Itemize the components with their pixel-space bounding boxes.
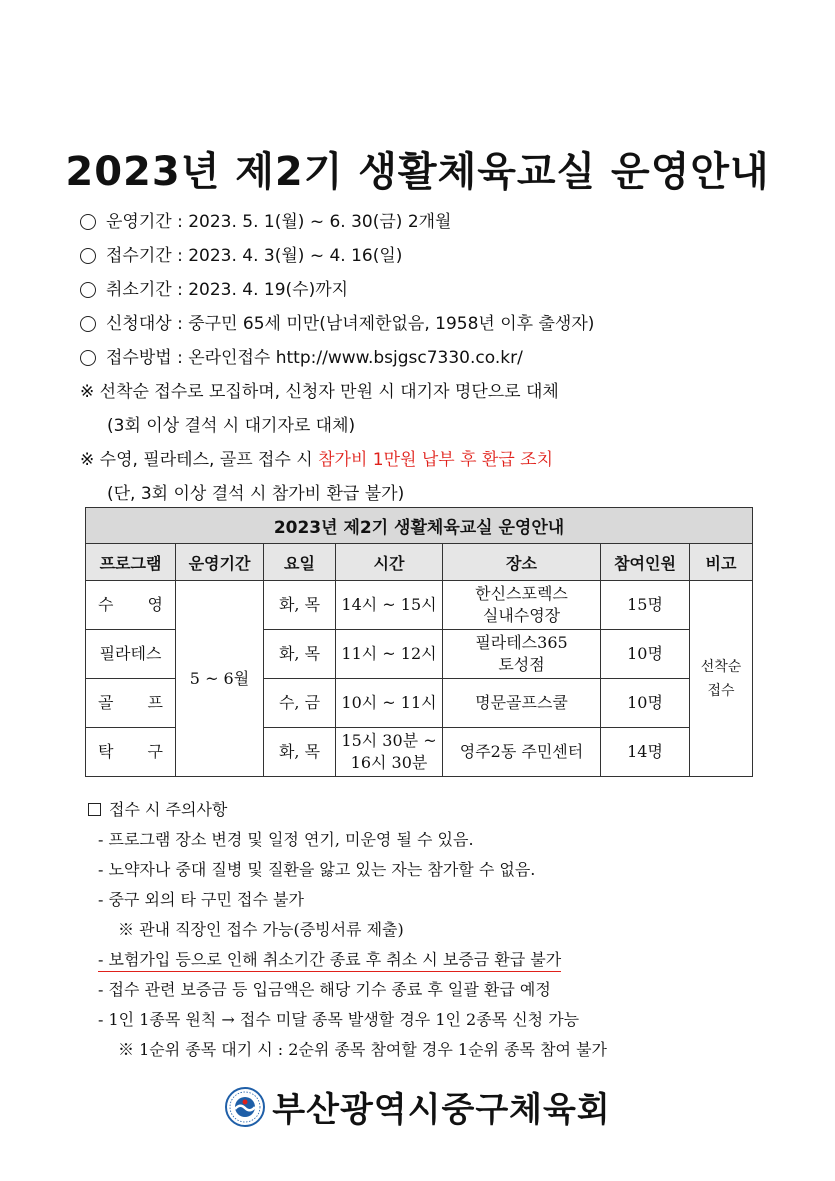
count-cell: 10명	[601, 679, 690, 728]
schedule-table	[85, 507, 753, 777]
notes-line: - 접수 관련 보증금 등 입금액은 해당 기수 종료 후 일괄 환급 예정	[98, 980, 551, 999]
days-cell: 수, 금	[264, 679, 336, 728]
info-item-registration: 접수기간 : 2023. 4. 3(월) ~ 4. 16(일)	[80, 239, 780, 273]
notes-section	[88, 795, 768, 1065]
info-note-fee-sub: (단, 3회 이상 결석 시 참가비 환급 불가)	[107, 484, 405, 504]
info-note-fee: ※ 수영, 필라테스, 골프 접수 시 참가비 1만원 납부 후 환급 조치	[80, 450, 554, 470]
days-cell: 화, 목	[264, 581, 336, 630]
place-cell: 영주2동 주민센터	[443, 728, 601, 777]
table-caption: 2023년 제2기 생활체육교실 운영안내	[86, 508, 753, 544]
notes-line: - 중구 외의 타 구민 접수 불가	[98, 890, 304, 909]
info-item-period: 운영기간 : 2023. 5. 1(월) ~ 6. 30(금) 2개월	[80, 205, 780, 239]
program-cell: 골 프	[86, 679, 176, 728]
col-header-days: 요일	[264, 544, 336, 581]
col-header-place: 장소	[443, 544, 601, 581]
info-item-eligibility: 신청대상 : 중구민 65세 미만(남녀제한없음, 1958년 이후 출생자)	[80, 307, 780, 341]
footer	[0, 1082, 835, 1131]
circle-bullet-icon	[80, 248, 96, 264]
count-cell: 15명	[601, 581, 690, 630]
notes-heading: 접수 시 주의사항	[88, 795, 768, 825]
notes-line-underlined: - 보험가입 등으로 인해 취소기간 종료 후 취소 시 보증금 환급 불가	[88, 945, 768, 975]
col-header-time: 시간	[336, 544, 443, 581]
circle-bullet-icon	[80, 214, 96, 230]
info-note-first-come-sub: (3회 이상 결석 시 대기자로 대체)	[107, 416, 356, 436]
fee-highlight: 참가비 1만원 납부 후 환급 조치	[318, 450, 554, 470]
page-title: 2023년 제2기 생활체육교실 운영안내	[65, 149, 770, 195]
program-cell: 탁 구	[86, 728, 176, 777]
square-bullet-icon	[88, 803, 101, 816]
circle-bullet-icon	[80, 316, 96, 332]
days-cell: 화, 목	[264, 728, 336, 777]
program-cell: 수 영	[86, 581, 176, 630]
col-header-count: 참여인원	[601, 544, 690, 581]
time-cell: 11시 ~ 12시	[336, 630, 443, 679]
program-cell: 필라테스	[86, 630, 176, 679]
info-item-cancellation: 취소기간 : 2023. 4. 19(수)까지	[80, 273, 780, 307]
organization-name: 부산광역시중구체육회	[272, 1090, 611, 1130]
circle-bullet-icon	[80, 350, 96, 366]
place-cell: 필라테스365 토성점	[443, 630, 601, 679]
count-cell: 14명	[601, 728, 690, 777]
table-row	[86, 581, 753, 630]
info-section	[80, 205, 780, 511]
circle-bullet-icon	[80, 282, 96, 298]
notes-line: - 프로그램 장소 변경 및 일정 연기, 미운영 될 수 있음.	[98, 830, 474, 849]
remark-cell: 선착순 접수	[690, 581, 753, 777]
period-cell: 5 ~ 6월	[176, 581, 264, 777]
notes-subline: ※ 관내 직장인 접수 가능(증빙서류 제출)	[118, 920, 404, 939]
col-header-period: 운영기간	[176, 544, 264, 581]
count-cell: 10명	[601, 630, 690, 679]
notes-subline: ※ 1순위 종목 대기 시 : 2순위 종목 참여할 경우 1순위 종목 참여 불가	[118, 1040, 607, 1059]
time-cell: 14시 ~ 15시	[336, 581, 443, 630]
days-cell: 화, 목	[264, 630, 336, 679]
time-cell: 15시 30분 ~ 16시 30분	[336, 728, 443, 777]
organization-emblem-icon	[224, 1086, 266, 1128]
col-header-program: 프로그램	[86, 544, 176, 581]
info-note-first-come: ※ 선착순 접수로 모집하며, 신청자 만원 시 대기자 명단으로 대체	[80, 382, 559, 402]
place-cell: 명문골프스쿨	[443, 679, 601, 728]
notes-line: - 1인 1종목 원칙 → 접수 미달 종목 발생할 경우 1인 2종목 신청 가능	[98, 1010, 580, 1029]
time-cell: 10시 ~ 11시	[336, 679, 443, 728]
col-header-remark: 비고	[690, 544, 753, 581]
place-cell: 한신스포렉스 실내수영장	[443, 581, 601, 630]
info-item-method: 접수방법 : 온라인접수 http://www.bsjgsc7330.co.kr/	[80, 341, 780, 375]
notes-line: - 노약자나 중대 질병 및 질환을 앓고 있는 자는 참가할 수 없음.	[98, 860, 536, 879]
